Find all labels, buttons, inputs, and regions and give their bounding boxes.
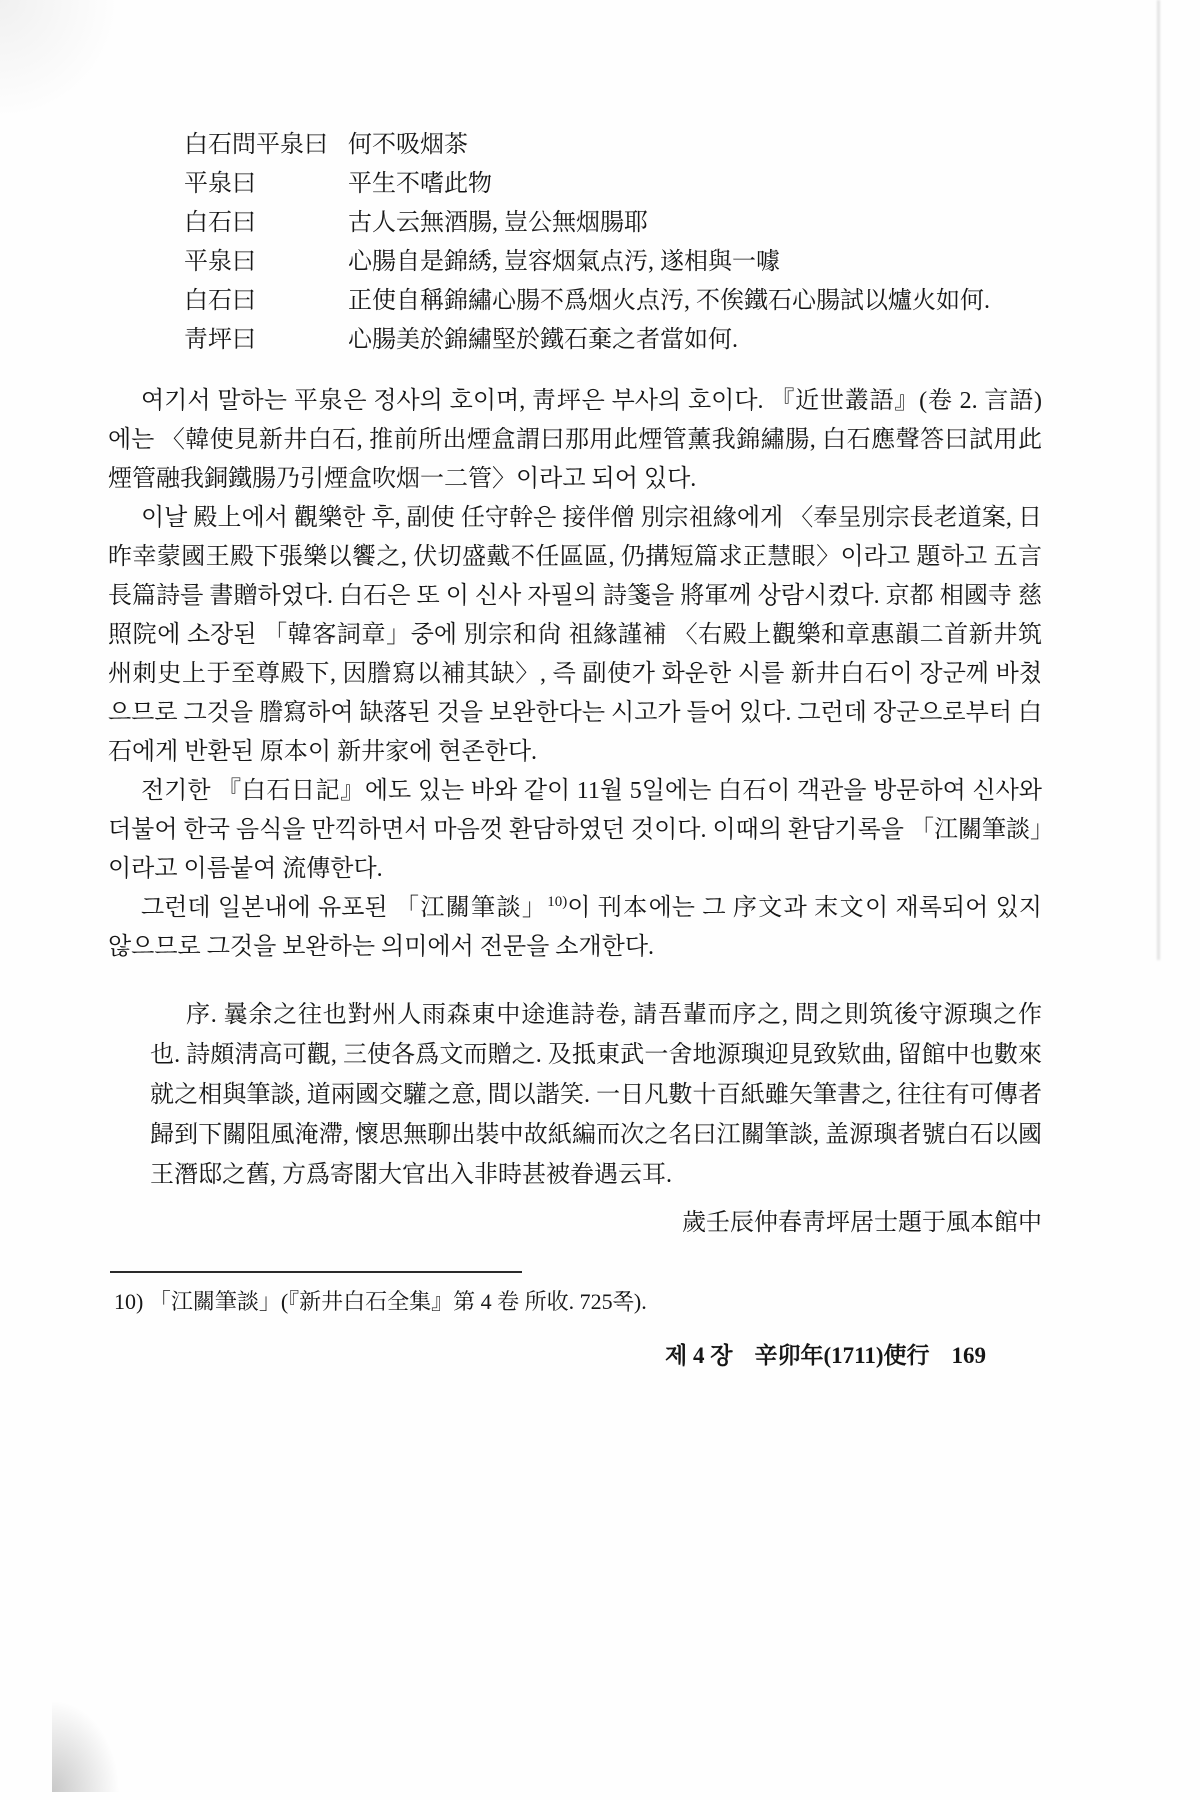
dialogue-text: 正使自稱錦繡心腸不爲烟火点汚, 不俟鐵石心腸試以爐火如何. <box>348 288 990 314</box>
dialogue-line <box>184 204 1042 243</box>
dialogue-line <box>184 282 1042 321</box>
dialogue-speaker: 白石曰 <box>184 288 256 314</box>
dialogue-speaker: 平泉曰 <box>184 171 256 197</box>
body-paragraph: 이날 殿上에서 觀樂한 후, 副使 任守幹은 接伴僧 別宗祖緣에게 〈奉呈別宗長老道案, 日昨幸蒙國王殿下張樂以饗之, 伏切盛戴不任區區, 仍搆短篇求正慧眼〉이라고 題하고 五言長篇詩를 書贈하였다. 白石은 또 이 신사 자필의 詩箋을 將軍께 상람시켰다. 京都 相國寺 慈照院에 소장된 「韓客詞章」중에 別宗和尙 祖緣謹補 〈右殿上觀樂和章惠韻二首新井筑州刺史上于至尊殿下, 因謄寫以補其缺〉, 즉 副使가 화운한 시를 新井白石이 장군께 바쳤으므로 그것을 謄寫하여 缺落된 것을 보완한다는 시고가 들어 있다. 그런데 장군으로부터 白石에게 반환된 原本이 新井家에 현존한다. <box>108 505 1042 765</box>
dialogue-speaker: 白石曰 <box>184 210 256 236</box>
dialogue-speaker: 平泉曰 <box>184 249 256 275</box>
dialogue-text: 何不吸烟茶 <box>348 132 468 158</box>
page-content <box>108 126 1042 1370</box>
dialogue-line <box>184 321 1042 360</box>
scan-artifact-smudge <box>52 1697 122 1792</box>
footer-chapter: 제 4 장 <box>665 1343 733 1368</box>
dialogue-text: 古人云無酒腸, 豈公無烟腸耶 <box>348 210 648 236</box>
footer-page-number: 169 <box>951 1343 986 1368</box>
dialogue-text: 平生不嗜此物 <box>348 171 492 197</box>
preface-quote-block <box>150 995 1042 1195</box>
scan-artifact-edge <box>1157 0 1160 960</box>
paragraph-text: 이 刊本에는 그 序文과 末文이 재록되어 있지 않으므로 그것을 보완하는 의미에서 전문을 소개한다. <box>108 895 1042 960</box>
dialogue-speaker: 白石問平泉曰 <box>184 132 328 158</box>
paragraph-text: 그런데 일본내에 유포된 「江關筆談」 <box>141 895 548 921</box>
dialogue-text: 心腸自是錦綉, 豈容烟氣点汚, 遂相與一噱 <box>348 249 780 275</box>
dialogue-line <box>184 243 1042 282</box>
dialogue-block <box>184 126 1042 360</box>
body-paragraph <box>108 889 1042 967</box>
footnote-reference: 10) <box>547 894 568 910</box>
footnote-text: 10) 「江關筆談」(『新井白石全集』第 4 卷 所收. 725쪽). <box>114 1289 647 1314</box>
dialogue-speaker: 靑坪曰 <box>184 327 256 353</box>
body-paragraph: 여기서 말하는 平泉은 정사의 호이며, 靑坪은 부사의 호이다. 『近世叢語』(卷 2. 言語)에는 〈韓使見新井白石, 推前所出煙盒謂曰那用此煙管薰我錦繡腸, 白石應聲答曰試用此煙管融我銅鐵腸乃引煙盒吹烟一二管〉이라고 되어 있다. <box>108 388 1042 492</box>
scan-artifact-corner <box>0 0 120 120</box>
footer-chapter-title: 辛卯年(1711)使行 <box>754 1343 930 1368</box>
dialogue-text: 心腸美於錦繡堅於鐵石棄之者當如何. <box>348 327 738 353</box>
footnote-divider <box>110 1271 522 1273</box>
running-footer <box>108 1337 1042 1370</box>
preface-attribution: 歲壬辰仲春靑坪居士題于風本館中 <box>682 1210 1042 1236</box>
dialogue-line <box>184 165 1042 204</box>
preface-text: 序. 曩余之往也對州人雨森東中途進詩卷, 請吾輩而序之, 問之則筑後守源璵之作也. 詩頗淸高可觀, 三使各爲文而贈之. 及抵東武一舍地源璵迎見致欵曲, 留館中也數來就之相與筆談, 道兩國交驩之意, 間以諧笑. 一日凡數十百紙雖矢筆書之, 往往有可傳者歸到下關阻風淹滯, 懷思無聊出裝中故紙編而次之名曰江關筆談, 盖源璵者號白石以國王潛邸之舊, 方爲寄閣大官出入非時甚被眷遇云耳. <box>150 1002 1042 1188</box>
body-paragraph: 전기한 『白石日記』에도 있는 바와 같이 11월 5일에는 白石이 객관을 방문하여 신사와 더불어 한국 음식을 만끽하면서 마음껏 환담하였던 것이다. 이때의 환담기록을 「江關筆談」이라고 이름붙여 流傳한다. <box>108 778 1042 882</box>
dialogue-line <box>184 126 1042 165</box>
